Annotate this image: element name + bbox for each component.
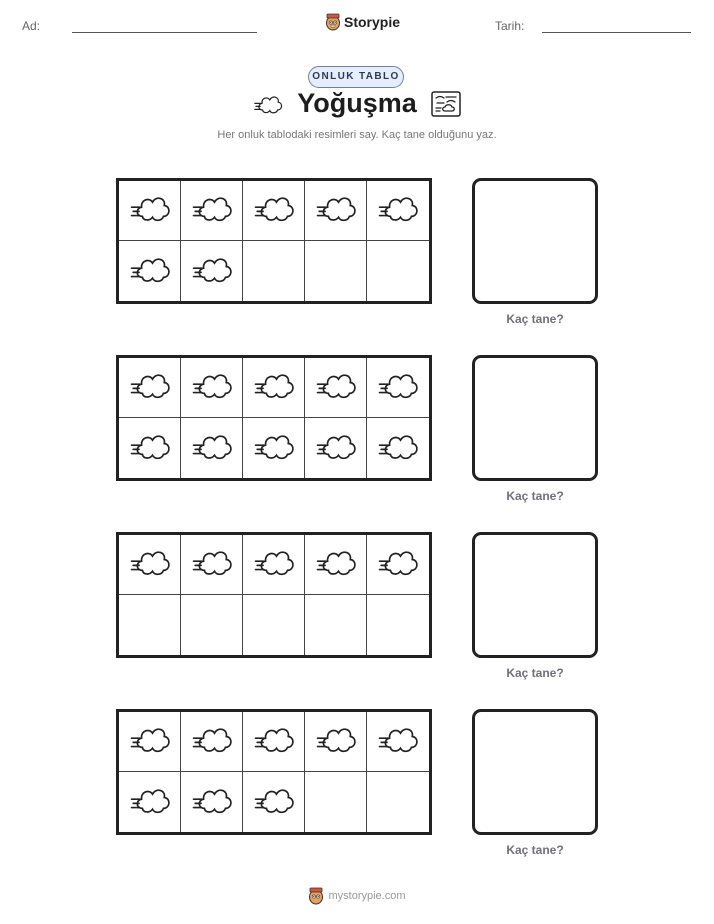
answer-box[interactable]: [472, 178, 598, 304]
ten-frame-cell: [305, 418, 367, 478]
ten-frame-cell: [119, 418, 181, 478]
ten-frame-cell: [367, 418, 429, 478]
condensation-cloud-icon: [129, 252, 171, 291]
condensation-cloud-icon: [191, 368, 233, 407]
ten-frame-cell: [181, 772, 243, 832]
condensation-cloud-icon: [315, 368, 357, 407]
ten-frame-cell: [181, 241, 243, 301]
instructions: Her onluk tablodaki resimleri say. Kaç tane olduğunu yaz.: [217, 129, 497, 141]
condensation-cloud-icon: [253, 722, 295, 761]
condensation-cloud-icon: [129, 191, 171, 230]
ten-frame-cell: [243, 418, 305, 478]
question-label: Kaç tane?: [506, 666, 564, 680]
condensation-cloud-icon: [377, 429, 419, 468]
condensation-cloud-icon: [377, 545, 419, 584]
mascot-icon: [308, 887, 324, 905]
question-label: Kaç tane?: [506, 489, 564, 503]
question-label: Kaç tane?: [506, 843, 564, 857]
ten-frame-cell: [305, 535, 367, 595]
ten-frame-cell: [181, 595, 243, 655]
ten-frame-cell: [243, 241, 305, 301]
condensation-cloud-icon: [253, 545, 295, 584]
condensation-cloud-icon: [377, 191, 419, 230]
condensation-cloud-icon: [253, 368, 295, 407]
weather-picture-icon: [431, 91, 461, 117]
answer-box[interactable]: [472, 709, 598, 835]
mascot-icon: [325, 13, 341, 31]
ten-frame-cell: [119, 712, 181, 772]
question-label: Kaç tane?: [506, 312, 564, 326]
title-row: [0, 88, 714, 119]
brand-name: Storypie: [344, 14, 401, 30]
condensation-cloud-icon: [377, 368, 419, 407]
ten-frame-cell: [305, 358, 367, 418]
ten-frame-cell: [367, 535, 429, 595]
ten-frame-cell: [181, 358, 243, 418]
ten-frame-cell: [367, 181, 429, 241]
ten-frame-cell: [119, 535, 181, 595]
ten-frame: [116, 709, 432, 835]
ten-frame-cell: [243, 358, 305, 418]
name-label: Ad:: [22, 19, 41, 33]
ten-frame-cell: [367, 595, 429, 655]
ten-frame-cell: [119, 241, 181, 301]
worksheet-badge: ONLUK TABLO: [308, 66, 404, 88]
ten-frame-cell: [119, 358, 181, 418]
page-title: Yoğuşma: [297, 88, 417, 118]
ten-frame-cell: [243, 772, 305, 832]
ten-frame-cell: [305, 772, 367, 832]
footer: [0, 887, 714, 905]
ten-frame-cell: [367, 358, 429, 418]
condensation-cloud-icon: [253, 783, 295, 822]
condensation-cloud-icon: [315, 191, 357, 230]
ten-frame-cell: [119, 595, 181, 655]
condensation-cloud-icon: [129, 368, 171, 407]
condensation-cloud-icon: [191, 429, 233, 468]
ten-frame-cell: [367, 241, 429, 301]
answer-box[interactable]: [472, 355, 598, 481]
ten-frame-cell: [243, 712, 305, 772]
ten-frame-cell: [305, 712, 367, 772]
condensation-cloud-icon: [191, 722, 233, 761]
ten-frame-cell: [243, 181, 305, 241]
ten-frame-cell: [181, 418, 243, 478]
ten-frame-cell: [305, 181, 367, 241]
ten-frame: [116, 532, 432, 658]
date-line: [542, 32, 691, 33]
condensation-cloud-icon: [129, 722, 171, 761]
name-line: [72, 32, 257, 33]
ten-frame-cell: [243, 535, 305, 595]
condensation-cloud-icon: [253, 191, 295, 230]
condensation-cloud-icon: [315, 722, 357, 761]
ten-frame-cell: [367, 712, 429, 772]
condensation-cloud-icon: [315, 545, 357, 584]
ten-frame: [116, 355, 432, 481]
condensation-cloud-icon: [191, 783, 233, 822]
condensation-cloud-icon: [191, 252, 233, 291]
condensation-cloud-icon: [253, 92, 283, 116]
footer-link[interactable]: mystorypie.com: [328, 890, 406, 902]
ten-frame-cell: [243, 595, 305, 655]
condensation-cloud-icon: [253, 429, 295, 468]
ten-frame-cell: [367, 772, 429, 832]
condensation-cloud-icon: [377, 722, 419, 761]
condensation-cloud-icon: [129, 429, 171, 468]
condensation-cloud-icon: [191, 191, 233, 230]
ten-frame-cell: [181, 712, 243, 772]
ten-frame-cell: [305, 595, 367, 655]
ten-frame-cell: [305, 241, 367, 301]
answer-box[interactable]: [472, 532, 598, 658]
ten-frame: [116, 178, 432, 304]
condensation-cloud-icon: [191, 545, 233, 584]
ten-frame-cell: [119, 181, 181, 241]
ten-frame-cell: [181, 181, 243, 241]
ten-frame-cell: [119, 772, 181, 832]
condensation-cloud-icon: [129, 783, 171, 822]
date-label: Tarih:: [495, 19, 525, 33]
condensation-cloud-icon: [315, 429, 357, 468]
condensation-cloud-icon: [129, 545, 171, 584]
ten-frame-cell: [181, 535, 243, 595]
brand-logo: [325, 13, 400, 31]
